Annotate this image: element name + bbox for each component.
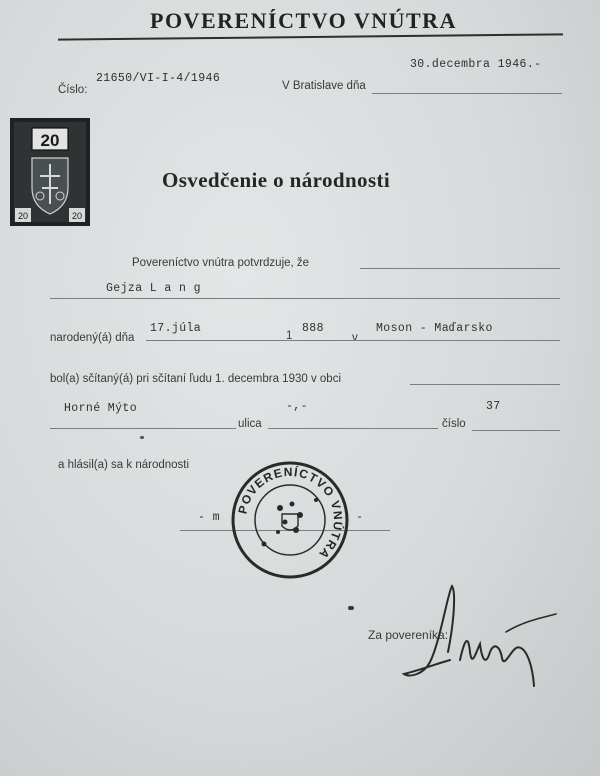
nationality-value: - m (198, 511, 220, 524)
house-number-label: číslo (442, 418, 466, 430)
stamp-corner-right: 20 (71, 211, 83, 221)
nationality-label: a hlásil(a) sa k národnosti (58, 459, 190, 471)
place-prefix: v (352, 332, 358, 344)
svg-text:POVERENÍCTVO VNÚTRA: POVERENÍCTVO VNÚTRA (235, 464, 346, 563)
revenue-stamp (10, 118, 90, 226)
place-label: V Bratislave dňa (282, 80, 366, 92)
stamp-corner-left: 20 (17, 211, 29, 221)
date-line (372, 93, 562, 94)
born-label: narodený(á) dňa (50, 332, 135, 344)
street-line (268, 428, 438, 429)
nationality-dash: - (356, 511, 364, 524)
census-line (410, 384, 560, 385)
ink-speck (348, 606, 354, 610)
person-name: Gejza L a n g (106, 282, 201, 295)
signature (390, 582, 560, 712)
reference-number: 21650/VI-I-4/1946 (96, 72, 221, 85)
birth-year: 888 (302, 322, 324, 335)
number-label: Číslo: (58, 84, 88, 96)
document-title: Osvedčenie o národnosti (162, 168, 391, 192)
street-value: -,- (286, 400, 308, 413)
ink-speck (140, 436, 144, 439)
house-number: 37 (486, 400, 501, 413)
house-number-line (472, 430, 560, 431)
ministry-header: POVERENÍCTVO VNÚTRA (150, 8, 457, 33)
signature-label: Za povereníka: (368, 628, 449, 642)
header-rule (58, 33, 563, 40)
street-label: ulica (238, 418, 262, 430)
year-prefix: 1 (286, 330, 293, 342)
town-value: Horné Mýto (64, 402, 138, 415)
town-line (50, 428, 236, 429)
stamp-value: 20 (40, 131, 60, 150)
confirm-text: Povereníctvo vnútra potvrdzuje, že (132, 257, 310, 269)
birth-line (146, 340, 560, 341)
birth-place: Moson - Maďarsko (376, 322, 493, 335)
birth-day: 17.júla (150, 322, 202, 335)
official-seal (230, 460, 350, 580)
name-line (50, 298, 560, 299)
census-text: bol(a) sčítaný(á) pri sčítaní ľudu 1. decembra 1930 v obci (50, 373, 341, 385)
confirm-line (360, 268, 560, 269)
issue-date: 30.decembra 1946.- (410, 58, 542, 71)
